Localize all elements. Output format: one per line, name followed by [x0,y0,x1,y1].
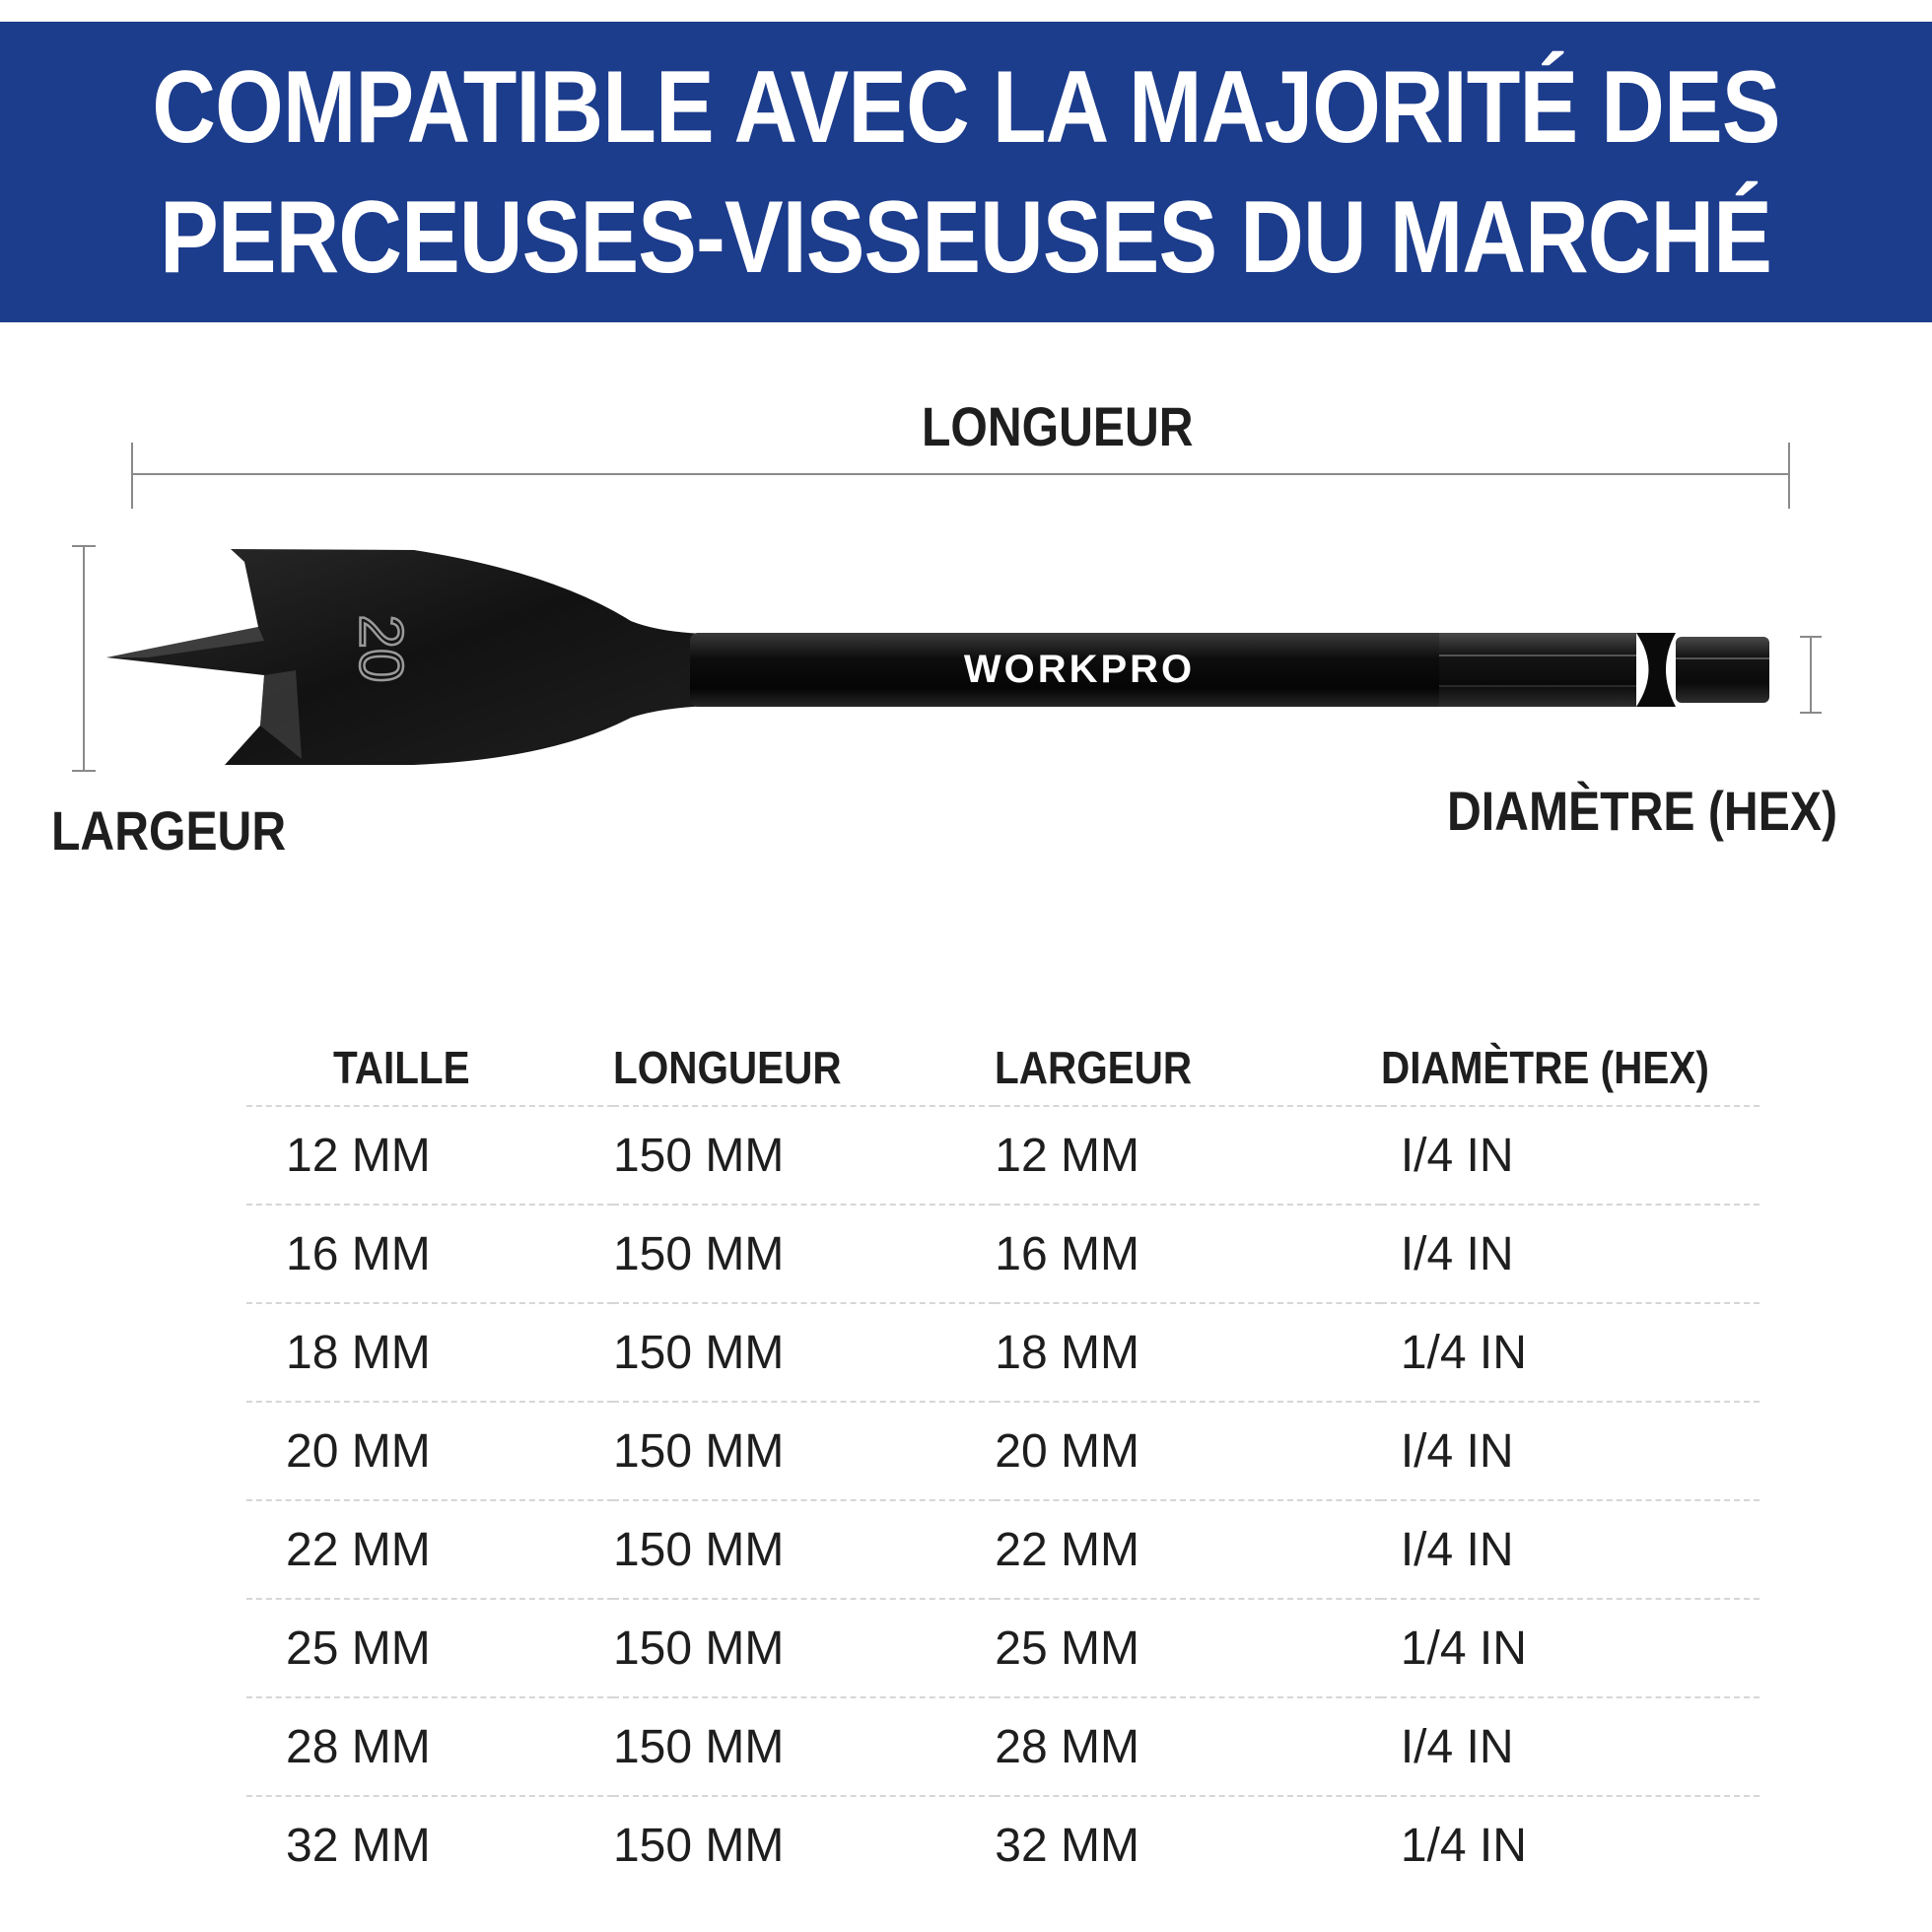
cell-hex-diameter: 1/4 IN [1381,1303,1760,1402]
cell-width: 18 MM [995,1303,1381,1402]
table-header-row [246,1030,1760,1106]
cell-width: 22 MM [995,1500,1381,1599]
cell-length: 150 MM [613,1205,995,1303]
cell-hex-diameter: I/4 IN [1381,1697,1760,1796]
table-row [246,1599,1760,1697]
bit-size-mark: 20 [346,614,415,683]
cell-size: 22 MM [246,1500,613,1599]
table-row [246,1303,1760,1402]
column-header-length: LONGUEUR [613,1030,995,1106]
cell-hex-diameter: I/4 IN [1381,1205,1760,1303]
cell-hex-diameter: I/4 IN [1381,1402,1760,1500]
cell-size: 28 MM [246,1697,613,1796]
cell-width: 28 MM [995,1697,1381,1796]
specifications-table [246,1030,1760,1894]
table-row [246,1205,1760,1303]
cell-length: 150 MM [613,1697,995,1796]
hex-shank [1439,633,1636,707]
cell-size: 16 MM [246,1205,613,1303]
header-title-line-2: PERCEUSES-VISSEUSES DU MARCHÉ [160,179,1772,295]
spade-bit-diagram [0,375,1932,907]
width-label: LARGEUR [51,799,287,862]
column-header-size: TAILLE [246,1030,613,1106]
brand-logo: WORKPRO [963,648,1196,691]
table-row [246,1402,1760,1500]
cell-length: 150 MM [613,1599,995,1697]
hex-groove [1636,633,1676,707]
hex-diameter-label: DIAMÈTRE (HEX) [1447,780,1837,842]
cell-size: 25 MM [246,1599,613,1697]
cell-size: 32 MM [286,1819,431,1872]
cell-length: 150 MM [613,1106,995,1205]
cell-size: 18 MM [246,1303,613,1402]
cell-width: 16 MM [995,1205,1381,1303]
cell-hex-diameter: 1/4 IN [1381,1599,1760,1697]
cell-length: 150 MM [613,1303,995,1402]
table-row [246,1106,1760,1205]
hex-tip [1676,637,1769,703]
cell-size: 20 MM [246,1402,613,1500]
table-row [246,1796,1760,1894]
column-header-width: LARGEUR [995,1030,1381,1106]
length-label: LONGUEUR [922,395,1194,457]
cell-width: 20 MM [995,1402,1381,1500]
cell-hex-diameter: I/4 IN [1381,1500,1760,1599]
cell-width: 32 MM [995,1819,1139,1872]
cell-length: 150 MM [613,1402,995,1500]
cell-size: 12 MM [246,1106,613,1205]
cell-width: 12 MM [995,1106,1381,1205]
cell-length: 150 MM [612,1819,785,1872]
cell-hex-diameter: I/4 IN [1381,1106,1760,1205]
table-row [246,1500,1760,1599]
header-banner [0,22,1932,322]
cell-width: 25 MM [995,1599,1381,1697]
cell-hex-diameter: 1/4 IN [1400,1819,1527,1872]
cell-length: 150 MM [613,1500,995,1599]
header-title-line-1: COMPATIBLE AVEC LA MAJORITÉ DES [152,49,1780,165]
table-row [246,1697,1760,1796]
column-header-hex-diameter: DIAMÈTRE (HEX) [1381,1030,1760,1106]
